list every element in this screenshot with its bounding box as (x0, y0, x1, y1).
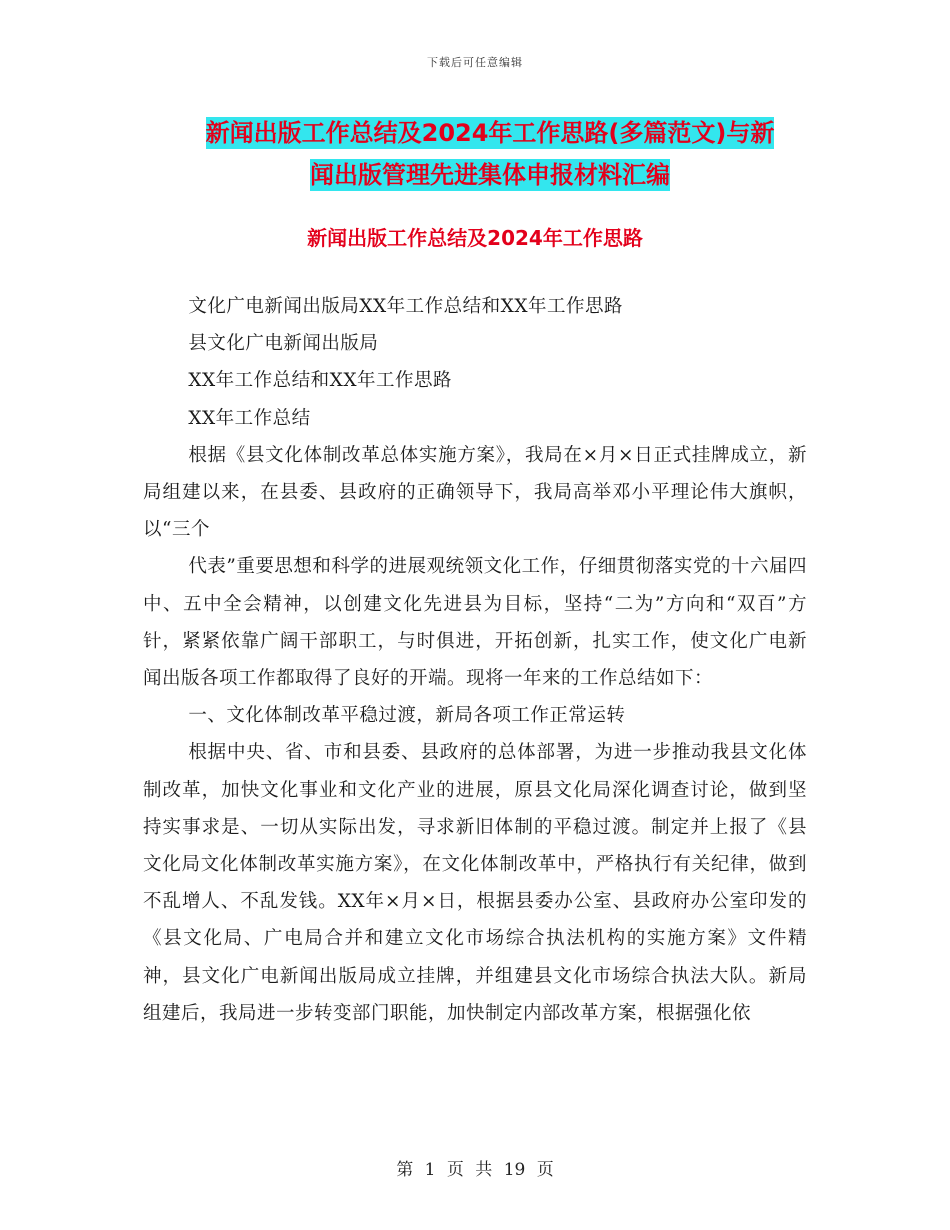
paragraph: 根据《县文化体制改革总体实施方案》，我局在×月×日正式挂牌成立，新局组建以来，在县委、县政府的正确领导下，我局高举邓小平理论伟大旗帜，以“三个 (143, 444, 807, 541)
paragraph: 根据中央、省、市和县委、县政府的总体部署，为进一步推动我县文化体制改革，加快文化事业和文化产业的进展，原县文化局深化调查讨论，做到坚持实事求是、一切从实际出发，寻求新旧体制的平稳过渡。制定并上报了《县文化局文化体制改革实施方案》，在文化体制改革中，严格执行有关纪律，做到不乱增人、不乱发钱。XX年×月×日，根据县委办公室、县政府办公室印发的《县文化局、广电局合并和建立文化市场综合执法机构的实施方案》文件精神，县文化广电新闻出版局成立挂牌，并组建县文化市场综合执法大队。新局组建后，我局进一步转变部门职能，加快制定内部改革方案，根据强化依 (143, 742, 807, 1024)
document-title-line-2: 闻出版管理先进集体申报材料汇编 (310, 161, 670, 189)
paragraph: XX年工作总结和XX年工作思路 (188, 370, 452, 392)
document-title-line-1: 新闻出版工作总结及2024年工作思路(多篇范文)与新 (205, 119, 775, 147)
paragraph: 文化广电新闻出版局XX年工作总结和XX年工作思路 (188, 296, 623, 317)
paragraph: 一、文化体制改革平稳过渡，新局各项工作正常运转 (188, 705, 626, 727)
header-note: 下载后可任意编辑 (427, 56, 523, 69)
paragraph: 县文化广电新闻出版局 (188, 333, 379, 355)
page-number-footer: 第 1 页 共 19 页 (396, 1160, 554, 1180)
document-body (143, 288, 807, 1032)
paragraph: XX年工作总结 (188, 407, 311, 429)
document-title (140, 112, 840, 196)
section-title: 新闻出版工作总结及2024年工作思路 (307, 226, 643, 250)
paragraph: 代表”重要思想和科学的进展观统领文化工作，仔细贯彻落实党的十六届四中、五中全会精神，以创建文化先进县为目标，坚持“二为”方向和“双百”方针，紧紧依靠广阔干部职工，与时俱进，开拓创新，扎实工作，使文化广电新闻出版各项工作都取得了良好的开端。现将一年来的工作总结如下： (143, 556, 807, 690)
